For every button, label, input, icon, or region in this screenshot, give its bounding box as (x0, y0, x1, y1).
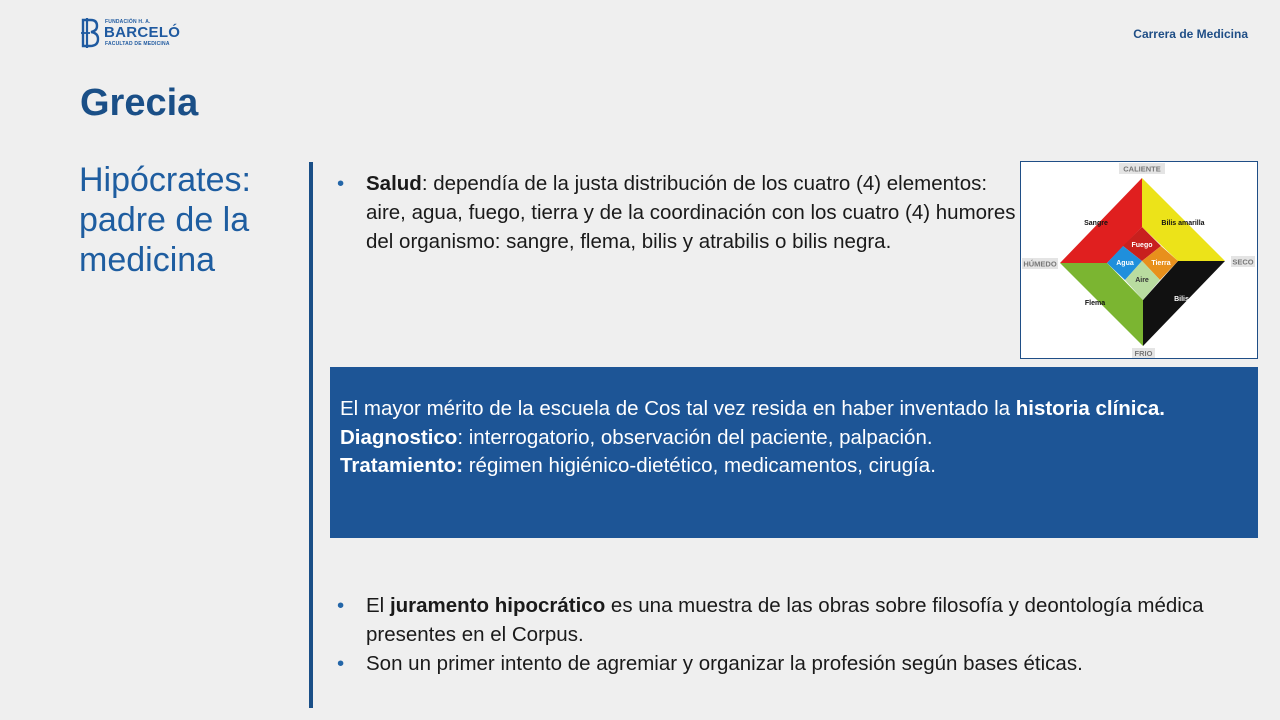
barcelo-emblem-icon (78, 17, 100, 49)
label-caliente: CALIENTE (1123, 164, 1161, 174)
logo-faculty-text: FACULTAD DE MEDICINA (105, 41, 170, 47)
bottom-bullet-list (337, 591, 1237, 678)
salud-description: : dependía de la justa distribución de los cuatro (4) elementos: aire, agua, fuego, tierra y de la coordinación con los cuatro (4) humores del organismo: sangre, flema, bilis y atrabilis o bilis negra. (366, 172, 1016, 253)
merit-paragraph (340, 395, 1248, 424)
merit-text: El mayor mérito de la escuela de Cos tal vez resida en haber inventado la (340, 397, 1016, 420)
label-aire: Aire (1135, 277, 1149, 284)
label-bilis-amarilla: Bilis amarilla (1161, 220, 1205, 227)
agremiar-text: Son un primer intento de agremiar y organizar la profesión según bases éticas. (366, 652, 1083, 675)
label-frio: FRIO (1134, 349, 1153, 358)
juramento-pre: El (366, 594, 390, 617)
list-item (337, 649, 1237, 678)
diagnostico-paragraph (340, 424, 1248, 453)
historia-clinica-term: historia clínica. (1015, 397, 1165, 420)
diagnostico-text: : interrogatorio, observación del paciente, palpación. (457, 425, 933, 449)
tratamiento-text: régimen higiénico-dietético, medicamentos, cirugía. (463, 454, 936, 477)
diagnostico-term: Diagnostico (340, 425, 458, 449)
label-fuego: Fuego (1131, 242, 1153, 249)
list-item (337, 591, 1237, 649)
juramento-term: juramento hipocrático (389, 594, 606, 617)
label-seco: SECO (1232, 257, 1254, 267)
salud-term: Salud (366, 172, 422, 195)
label-humedo: HÚMEDO (1023, 259, 1057, 269)
tratamiento-paragraph (340, 452, 1248, 481)
career-label: Carrera de Medicina (1133, 27, 1248, 41)
top-bullet-list (337, 169, 1017, 256)
label-agua: Agua (1116, 260, 1134, 267)
humors-diagram (1020, 161, 1258, 359)
label-tierra: Tierra (1151, 260, 1171, 267)
logo-brand-text: BARCELÓ (104, 24, 181, 41)
logo-foundation-text: FUNDACIÓN H. A. (105, 19, 151, 25)
highlight-box (330, 367, 1258, 538)
barcelo-logo (78, 17, 181, 51)
label-bilis-negra: Bilis negra (1174, 296, 1210, 303)
page-title: Grecia (80, 82, 199, 124)
tratamiento-term: Tratamiento: (340, 454, 464, 477)
juramento-text: es una muestra de las obras sobre filosofía y deontología médica presentes en el Corpus. (366, 594, 1204, 646)
vertical-divider (309, 162, 313, 708)
label-flema: Flema (1084, 300, 1106, 307)
list-item (337, 169, 1017, 256)
section-subtitle: Hipócrates: padre de la medicina (79, 161, 251, 279)
label-sangre: Sangre (1084, 220, 1108, 227)
